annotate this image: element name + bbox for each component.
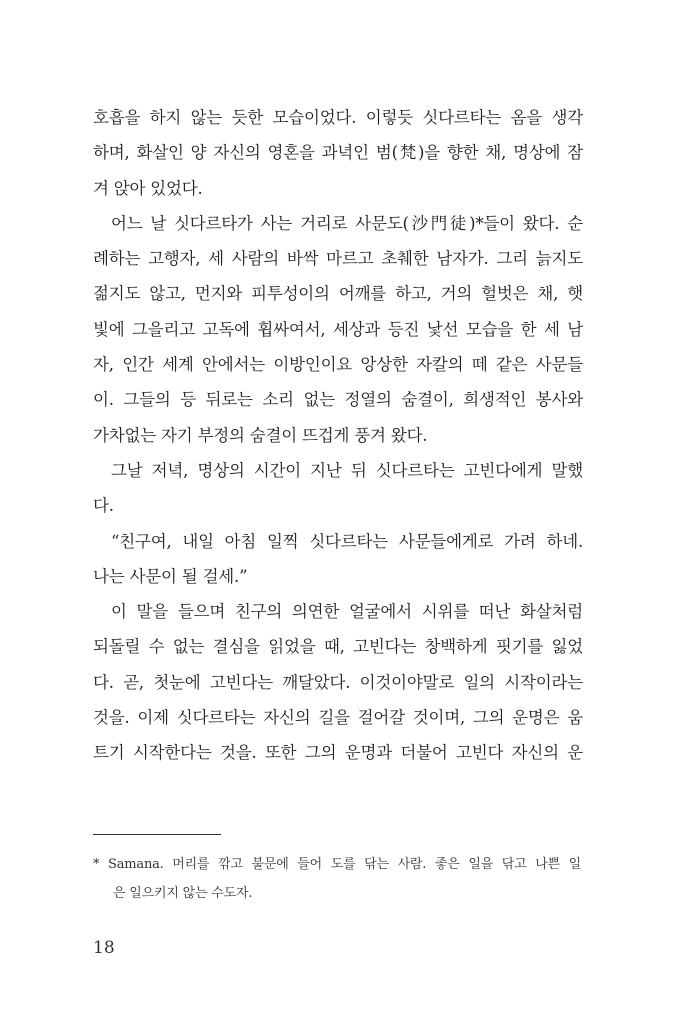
body-text [93, 100, 583, 771]
text-line: 어느 날 싯다르타가 사는 거리로 사문도(沙門徒)*들이 왔다. 순 [111, 213, 583, 233]
text-line: 겨 앉아 있었다. [93, 178, 203, 198]
text-line: 트기 시작한다는 것을. 또한 그의 운명과 더불어 고빈다 자신의 운 [93, 743, 583, 763]
text-line: 되돌릴 수 없는 결심을 읽었을 때, 고빈다는 창백하게 핏기를 잃었 [93, 637, 583, 657]
text-line: 가차없는 자기 부정의 숨결이 뜨겁게 풍겨 왔다. [93, 425, 428, 445]
text-line: 하며, 화살인 양 자신의 영혼을 과녁인 범(梵)을 향한 채, 명상에 잠 [93, 143, 583, 163]
page-number: 18 [93, 938, 115, 958]
footnote-line: 은 일으키지 않는 수도자. [113, 886, 253, 901]
text-line: 자, 인간 세계 안에서는 이방인이요 앙상한 자칼의 떼 같은 사문들 [93, 355, 583, 375]
text-line: 나는 사문이 될 걸세.” [93, 566, 248, 586]
footnote [93, 850, 581, 908]
text-line: 호흡을 하지 않는 듯한 모습이었다. 이렇듯 싯다르타는 옴을 생각 [93, 108, 583, 127]
text-line: 례하는 고행자, 세 사람의 바싹 마르고 초췌한 남자가. 그리 늙지도 [93, 249, 583, 269]
text-line: 다. [93, 496, 114, 516]
text-line: 빛에 그을리고 고독에 휩싸여서, 세상과 등진 낯선 모습을 한 세 남 [93, 319, 583, 339]
text-line: 이 말을 들으며 친구의 의연한 얼굴에서 시위를 떠난 화살처럼 [111, 602, 583, 622]
footnote-divider [93, 834, 221, 835]
footnote-line: * Samana. 머리를 깎고 불문에 들어 도를 닦는 사람. 좋은 일을 닦고 나쁜 일 [93, 857, 581, 872]
text-line: 다. 곧, 첫눈에 고빈다는 깨달았다. 이것이야말로 일의 시작이라는 [93, 672, 583, 692]
text-line: 젊지도 않고, 먼지와 피투성이의 어깨를 하고, 거의 헐벗은 채, 햇 [93, 284, 583, 304]
text-line: 그날 저녁, 명상의 시간이 지난 뒤 싯다르타는 고빈다에게 말했 [111, 460, 583, 480]
text-line: 이. 그들의 등 뒤로는 소리 없는 정열의 숨결이, 희생적인 봉사와 [93, 390, 583, 410]
text-line: 것을. 이제 싯다르타는 자신의 길을 걸어갈 것이며, 그의 운명은 움 [93, 708, 583, 728]
text-line: “친구여, 내일 아침 일찍 싯다르타는 사문들에게로 가려 하네. [111, 531, 583, 551]
